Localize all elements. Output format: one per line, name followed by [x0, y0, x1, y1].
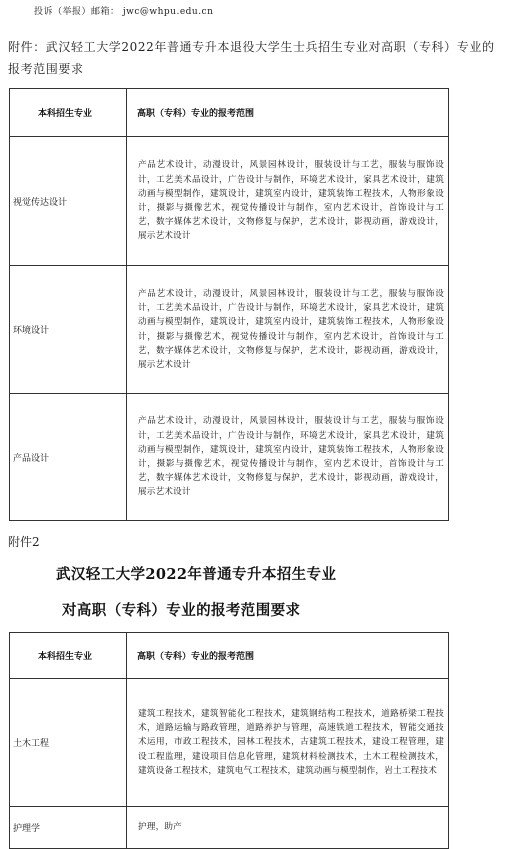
column-header-scope: 高职（专科）专业的报考范围 [127, 89, 449, 137]
annex1-table [9, 88, 449, 521]
annex2-title-line2: 对高职（专科）专业的报考范围要求 [62, 602, 301, 619]
column-header-major: 本科招生专业 [10, 89, 127, 137]
annex1-title: 附件：武汉轻工大学2022年普通专升本退役大学生士兵招生专业对高职（专科）专业的报考范围要求 [8, 40, 495, 76]
major-cell: 护理学 [10, 807, 127, 849]
annex2-label: 附件2 [8, 535, 40, 549]
table-row [10, 137, 449, 266]
major-cell: 土木工程 [10, 679, 127, 807]
major-cell: 产品设计 [10, 394, 127, 521]
scope-cell: 产品艺术设计，动漫设计，风景园林设计，服装设计与工艺，服装与服饰设计，工艺美术品设计，广告设计与制作，环境艺术设计，家具艺术设计，建筑动画与模型制作，建筑设计，建筑室内设计，建筑装饰工程技术，人物形象设计，摄影与摄像艺术，视觉传播设计与制作，室内艺术设计，首饰设计与工艺，数字媒体艺术设计，文物修复与保护，艺术设计，影视动画，游戏设计，展示艺术设计 [127, 137, 449, 266]
annex2-title-line1: 武汉轻工大学2022年普通专升本招生专业 [56, 566, 337, 583]
table-row [10, 394, 449, 521]
table-row [10, 266, 449, 394]
table-row [10, 807, 449, 849]
table-row [10, 679, 449, 807]
annex2-table [9, 632, 449, 849]
table-header-row [10, 89, 449, 137]
scope-cell: 建筑工程技术，建筑智能化工程技术，建筑钢结构工程技术，道路桥梁工程技术，道路运输与路政管理，道路养护与管理，高速铁道工程技术，智能交通技术运用，市政工程技术，园林工程技术，古建筑工程技术，建设工程管理，建设工程监理，建设项目信息化管理，建筑材料检测技术，土木工程检测技术，建筑设备工程技术，建筑电气工程技术，建筑动画与模型制作，岩土工程技术 [127, 679, 449, 807]
table-header-row [10, 633, 449, 679]
complaint-email-line: 投诉（举报）邮箱： jwc@whpu.edu.cn [34, 7, 214, 17]
column-header-major: 本科招生专业 [10, 633, 127, 679]
scope-cell: 产品艺术设计，动漫设计，风景园林设计，服装设计与工艺，服装与服饰设计，工艺美术品设计，广告设计与制作，环境艺术设计，家具艺术设计，建筑动画与模型制作，建筑设计，建筑室内设计，建筑装饰工程技术，人物形象设计，摄影与摄像艺术，视觉传播设计与制作，室内艺术设计，首饰设计与工艺，数字媒体艺术设计，文物修复与保护，艺术设计，影视动画，游戏设计，展示艺术设计 [127, 394, 449, 521]
major-cell: 视觉传达设计 [10, 137, 127, 266]
major-cell: 环境设计 [10, 266, 127, 394]
scope-cell: 护理，助产 [127, 807, 449, 849]
column-header-scope: 高职（专科）专业的报考范围 [127, 633, 449, 679]
scope-cell: 产品艺术设计，动漫设计，风景园林设计，服装设计与工艺，服装与服饰设计，工艺美术品设计，广告设计与制作，环境艺术设计，家具艺术设计，建筑动画与模型制作，建筑设计，建筑室内设计，建筑装饰工程技术，人物形象设计，摄影与摄像艺术，视觉传播设计与制作，室内艺术设计，首饰设计与工艺，数字媒体艺术设计，文物修复与保护，艺术设计，影视动画，游戏设计，展示艺术设计 [127, 266, 449, 394]
